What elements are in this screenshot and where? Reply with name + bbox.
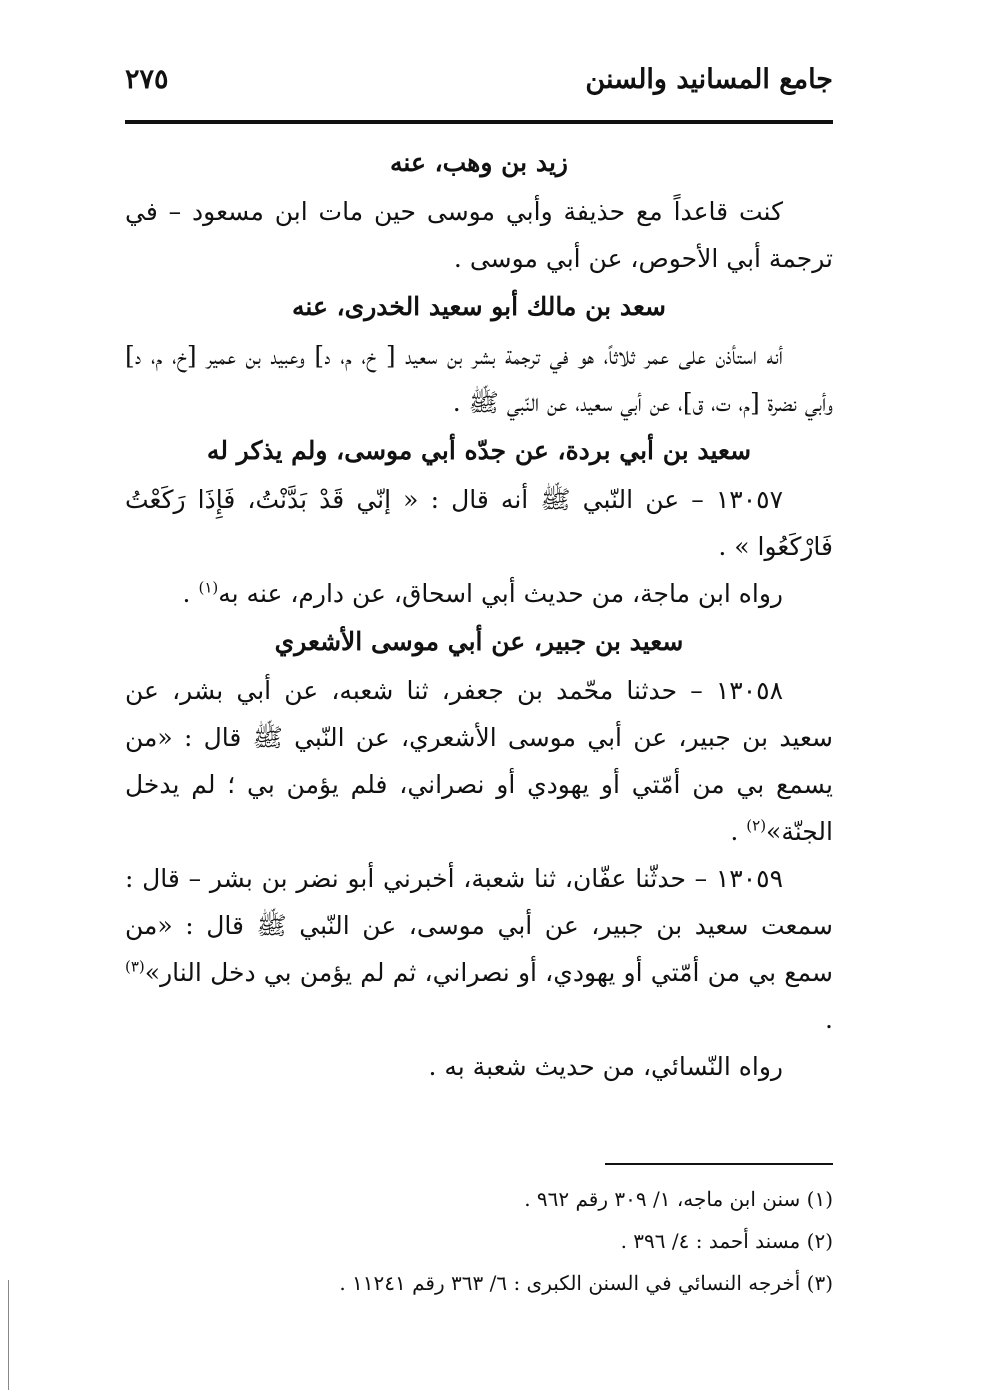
hadith-13058	[125, 667, 833, 855]
page-header	[125, 58, 833, 118]
hadith-13057: ١٣٠٥٧ – عن النّبي ﷺ أنه قال : « إنّي قَدْ بَدَّنْتُ، فَإِذَا رَكَعْتُ فَارْكَعُوا » .	[125, 485, 833, 561]
footnote-3: (٣) أخرجه النسائي في السنن الكبرى : ٦/ ٣٦٣ رقم ١١٢٤١ .	[339, 1271, 833, 1295]
footnote-ref-1: (١)	[198, 578, 219, 597]
section-heading: زيد بن وهب، عنه	[390, 148, 568, 177]
hadith-end: .	[825, 1005, 833, 1034]
hadith-text: ١٣٠٥٨ – حدثنا محّمد بن جعفر، ثنا شعبه، عن أبي بشر، عن سعيد بن جبير، عن أبي موسى الأشعري، عن النّبي ﷺ قال : «من يسمع بي من أمّتي أو يهودي أو نصراني، فلم يؤمن بي ؛ لم يدخل الجنّة»	[125, 676, 833, 846]
section-heading: سعيد بن جبير، عن أبي موسى الأشعري	[274, 627, 684, 656]
paragraph: أنه استأذن على عمر ثلاثاً، هو في ترجمة بشر بن سعيد [ خ، م، د] وعبيد بن عمير [خ، م، د] وأبي نضرة [م، ت، ق]، عن أبي سعيد، عن النّبي ﷺ .	[125, 341, 833, 417]
page-body	[125, 138, 833, 1090]
scan-edge-line	[8, 1280, 9, 1390]
footnote-ref-3: (٣)	[125, 957, 145, 976]
closing-note: رواه النّسائي، من حديث شعبة به .	[428, 1052, 783, 1081]
page-number: ٢٧٥	[125, 64, 169, 95]
note-end: .	[182, 579, 199, 608]
hadith-13059	[125, 855, 833, 1043]
narration-note	[125, 570, 833, 617]
header-rule	[125, 120, 833, 124]
hadith-text: ١٣٠٥٩ – حدثّنا عفّان، ثنا شعبة، أخبرني أبو نضر بن بشر – قال : سمعت سعيد بن جبير، عن أبي موسى، عن النّبي ﷺ قال : «من سمع بي من أمّتي أو يهودي، أو نصراني، ثم لم يؤمن بي دخل النار»	[125, 864, 833, 987]
section-heading: سعد بن مالك أبو سعيد الخدرى، عنه	[292, 292, 666, 321]
footnote-ref-2: (٢)	[746, 816, 767, 835]
footnote-rule	[605, 1163, 833, 1165]
running-title: جامع المسانيد والسنن	[585, 64, 833, 95]
note-text: رواه ابن ماجة، من حديث أبي اسحاق، عن دارم، عنه به	[218, 579, 783, 608]
section-heading: سعيد بن أبي بردة، عن جدّه أبي موسى، ولم يذكر له	[206, 436, 752, 465]
footnotes	[125, 1178, 833, 1304]
footnote-1: (١) سنن ابن ماجه، ١/ ٣٠٩ رقم ٩٦٢ .	[524, 1187, 833, 1211]
footnote-2: (٢) مسند أحمد : ٤/ ٣٩٦ .	[620, 1229, 833, 1253]
hadith-end: .	[730, 817, 747, 846]
paragraph: كنت قاعداً مع حذيفة وأبي موسى حين مات ابن مسعود – في ترجمة أبي الأحوص، عن أبي موسى .	[125, 197, 833, 273]
